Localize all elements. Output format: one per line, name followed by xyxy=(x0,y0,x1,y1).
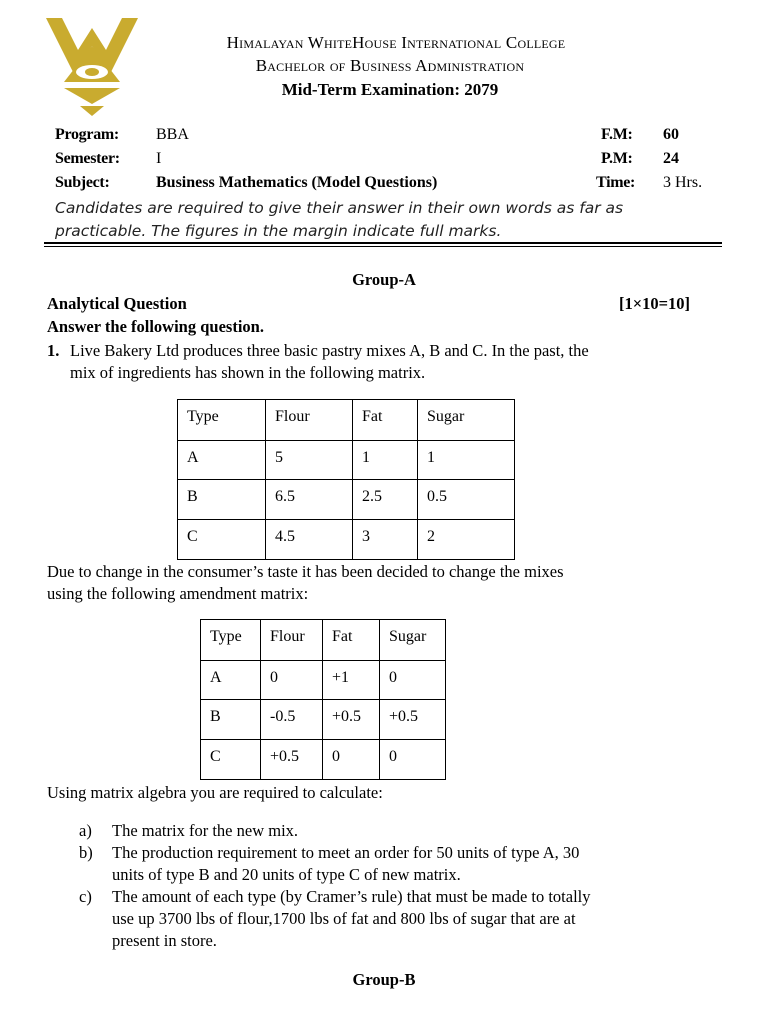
table-cell: 4.5 xyxy=(266,520,353,560)
table-cell: +0.5 xyxy=(323,700,380,740)
table-cell: A xyxy=(178,441,266,480)
table-cell: 0 xyxy=(380,661,446,700)
body-text: Due to change in the consumer’s taste it has been decided to change the mixes xyxy=(47,562,564,581)
table-cell: A xyxy=(201,661,261,700)
table-cell: 1 xyxy=(353,441,418,480)
part-text: The production requirement to meet an order for 50 units of type A, 30 xyxy=(112,843,580,862)
table-header-cell: Sugar xyxy=(380,620,446,661)
table-cell: B xyxy=(201,700,261,740)
table-header-cell: Sugar xyxy=(418,400,515,441)
group-b-title: Group-B xyxy=(352,970,416,989)
part-label: a) xyxy=(79,821,92,840)
table-cell: 0.5 xyxy=(418,480,515,520)
table-cell: B xyxy=(178,480,266,520)
part-text: use up 3700 lbs of flour,1700 lbs of fat and 800 lbs of sugar that are at xyxy=(112,909,576,928)
table-header-cell: Flour xyxy=(266,400,353,441)
pm-label: P.M: xyxy=(601,150,633,167)
question-text: Live Bakery Ltd produces three basic pastry mixes A, B and C. In the past, the xyxy=(70,341,589,360)
table-cell: 2 xyxy=(418,520,515,560)
direction-text: Answer the following question. xyxy=(47,317,264,336)
table-cell: -0.5 xyxy=(261,700,323,740)
fm-value: 60 xyxy=(663,126,679,143)
table-cell: 3 xyxy=(353,520,418,560)
exam-title: Mid-Term Examination: 2079 xyxy=(281,80,499,99)
fm-label: F.M: xyxy=(601,126,633,143)
college-name: Himalayan WhiteHouse International College xyxy=(226,33,566,52)
part-text: present in store. xyxy=(112,931,217,950)
instructions: Candidates are required to give their answer in their own words as far as practicable. The figures in the margin indicate full marks. xyxy=(55,199,624,240)
table-header-cell: Type xyxy=(201,620,261,661)
divider xyxy=(44,246,722,247)
body-text: using the following amendment matrix: xyxy=(47,584,309,603)
table-cell: C xyxy=(201,740,261,780)
part-text: units of type B and 20 units of type C of new matrix. xyxy=(112,865,461,884)
table-header-cell: Fat xyxy=(323,620,380,661)
program-label: Program: xyxy=(55,126,119,143)
table-cell: 5 xyxy=(266,441,353,480)
divider xyxy=(44,242,722,244)
question-number: 1. xyxy=(47,341,60,360)
table-cell: 2.5 xyxy=(353,480,418,520)
group-a-title: Group-A xyxy=(352,270,416,289)
subject-value: Business Mathematics (Model Questions) xyxy=(156,174,438,191)
table-cell: 0 xyxy=(380,740,446,780)
subject-label: Subject: xyxy=(55,174,110,191)
body-text: Using matrix algebra you are required to calculate: xyxy=(47,783,383,802)
section-title: Analytical Question xyxy=(47,294,187,313)
pm-value: 24 xyxy=(663,150,679,167)
ingredients-matrix-table xyxy=(177,399,515,560)
semester-label: Semester: xyxy=(55,150,120,167)
table-cell: C xyxy=(178,520,266,560)
part-label: c) xyxy=(79,887,92,906)
question-text: mix of ingredients has shown in the following matrix. xyxy=(70,363,426,382)
program-value: BBA xyxy=(156,126,189,143)
degree-name: Bachelor of Business Administration xyxy=(255,56,525,75)
amendment-matrix-table xyxy=(200,619,446,780)
table-cell: 0 xyxy=(323,740,380,780)
table-header-cell: Type xyxy=(178,400,266,441)
table-cell: +0.5 xyxy=(261,740,323,780)
table-cell: +1 xyxy=(323,661,380,700)
table-header-cell: Fat xyxy=(353,400,418,441)
part-text: The amount of each type (by Cramer’s rule) that must be made to totally xyxy=(112,887,591,906)
table-cell: 1 xyxy=(418,441,515,480)
part-text: The matrix for the new mix. xyxy=(112,821,299,840)
table-cell: +0.5 xyxy=(380,700,446,740)
table-header-cell: Flour xyxy=(261,620,323,661)
semester-value: I xyxy=(156,150,162,167)
table-cell: 0 xyxy=(261,661,323,700)
table-cell: 6.5 xyxy=(266,480,353,520)
time-value: 3 Hrs. xyxy=(663,174,703,191)
part-label: b) xyxy=(79,843,93,862)
marks-label: [1×10=10] xyxy=(619,294,691,313)
time-label: Time: xyxy=(596,174,636,191)
